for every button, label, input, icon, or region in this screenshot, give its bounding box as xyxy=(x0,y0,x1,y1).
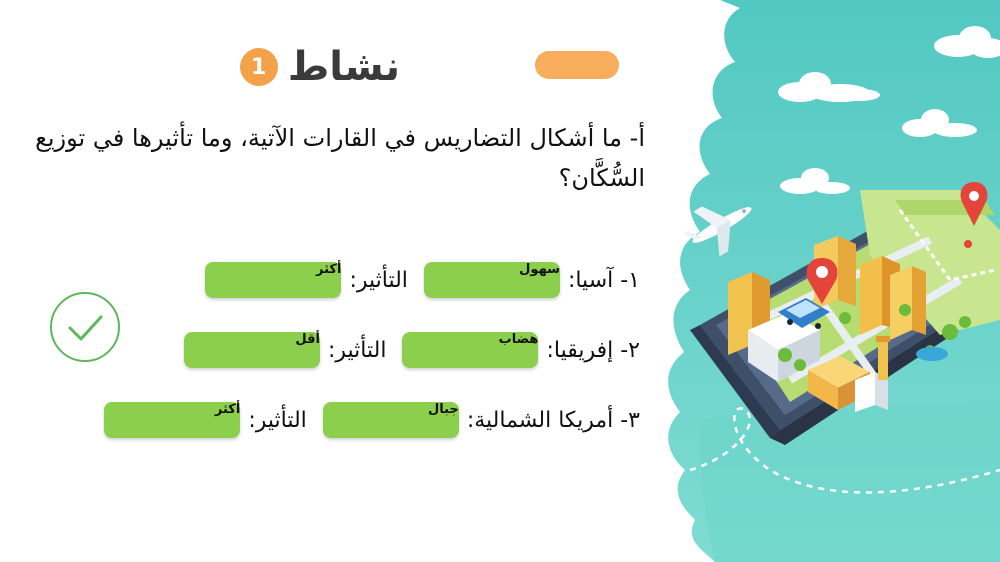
terrain-answer[interactable]: هضاب xyxy=(402,332,538,368)
row-label: ٢- إفريقيا: xyxy=(546,337,640,363)
terrain-answer[interactable]: جبال xyxy=(323,402,459,438)
effect-answer[interactable]: أكثر xyxy=(205,262,341,298)
question-text: أ- ما أشكال التضاريس في القارات الآتية، وما تأثيرها في توزيع السُّكَّان؟ xyxy=(35,124,645,192)
effect-label: التأثير: xyxy=(248,407,307,433)
effect-label: التأثير: xyxy=(327,337,387,363)
row-asia xyxy=(205,262,640,298)
effect-answer[interactable]: أكثر xyxy=(104,402,240,438)
row-north-america xyxy=(104,402,640,438)
effect-label: التأثير: xyxy=(349,267,408,293)
row-label: ١- آسيا: xyxy=(567,267,640,293)
activity-title xyxy=(230,36,400,98)
terrain-answer[interactable]: سهول xyxy=(424,262,560,298)
decorative-orange-pill xyxy=(535,51,619,79)
check-circle-icon[interactable] xyxy=(48,290,122,364)
row-africa xyxy=(184,332,640,368)
effect-answer[interactable]: أقل xyxy=(184,332,320,368)
row-label: ٣- أمريكا الشمالية: xyxy=(466,407,640,433)
activity-title-text: نشاط xyxy=(287,44,400,90)
activity-number-badge: 1 xyxy=(240,48,278,86)
